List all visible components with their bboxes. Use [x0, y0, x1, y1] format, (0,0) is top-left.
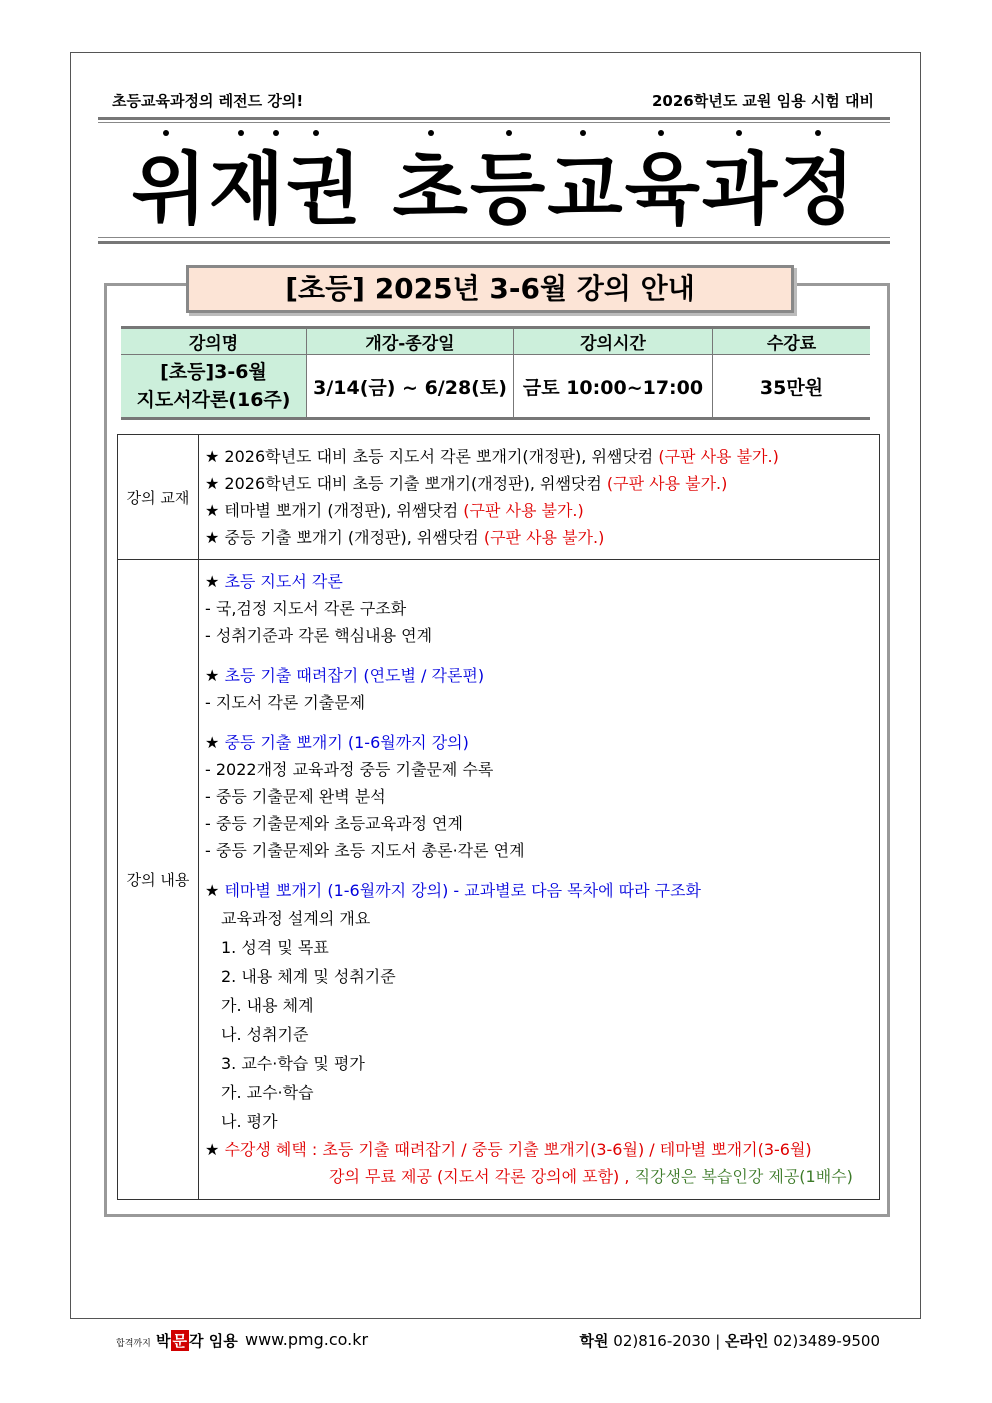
header-fee: 수강료 — [713, 328, 871, 355]
material-item: ★ 중등 기출 뽀개기 (개정판), 위쌤닷컴 (구판 사용 불가.) — [205, 528, 605, 547]
contact-info: 학원 02)816-2030 | 온라인 02)3489-9500 — [579, 1332, 880, 1350]
materials-label: 강의 교재 — [118, 435, 199, 560]
toc-item: 나. 평가 — [221, 1112, 278, 1131]
title-rule-thin — [98, 237, 890, 238]
course-name — [121, 355, 307, 419]
list-item: - 중등 기출문제 완벽 분석 — [205, 787, 386, 806]
detail-table — [117, 434, 880, 1200]
benefit-line: ★ 수강생 혜택 : 초등 기출 때려잡기 / 중등 기출 뽀개기(3-6월) / 테마별 뽀개기(3-6월) — [205, 1140, 812, 1159]
toc-item: 교육과정 설계의 개요 — [221, 909, 371, 928]
toc-item: 1. 성격 및 목표 — [221, 938, 329, 957]
top-rule-thin — [98, 122, 890, 123]
list-item: - 성취기준과 각론 핵심내용 연계 — [205, 626, 433, 645]
material-item: ★ 테마별 뽀개기 (개정판), 위쌤닷컴 (구판 사용 불가.) — [205, 501, 584, 520]
course-fee: 35만원 — [713, 355, 871, 419]
list-item: - 2022개정 교육과정 중등 기출문제 수록 — [205, 760, 494, 779]
section-title: ★ 초등 지도서 각론 — [205, 572, 343, 591]
benefit-line-2: 강의 무료 제공 (지도서 각론 강의에 포함) , 직강생은 복습인강 제공(1배수) — [329, 1167, 853, 1186]
main-title: 위재권 초등교육과정 — [131, 145, 857, 235]
content-label: 강의 내용 — [118, 560, 199, 1200]
materials-list — [199, 435, 880, 560]
toc-item: 가. 내용 체계 — [221, 996, 314, 1015]
top-rule — [98, 117, 890, 120]
section-title: ★ 초등 기출 때려잡기 (연도별 / 각론편) — [205, 666, 485, 685]
course-name-line1: [초등]3-6월 — [160, 361, 267, 383]
section-title: ★ 테마별 뽀개기 (1-6월까지 강의) - 교과별로 다음 목차에 따라 구조화 — [205, 881, 702, 900]
toc-item: 나. 성취기준 — [221, 1025, 309, 1044]
material-item: ★ 2026학년도 대비 초등 지도서 각론 뽀개기(개정판), 위쌤닷컴 (구판 사용 불가.) — [205, 447, 779, 466]
exam-label: 2026학년도 교원 임용 시험 대비 — [651, 92, 874, 110]
course-name-line2: 지도서각론(16주) — [136, 389, 291, 411]
toc-item: 가. 교수·학습 — [221, 1083, 314, 1102]
list-item: - 지도서 각론 기출문제 — [205, 693, 366, 712]
course-dates: 3/14(금) ~ 6/28(토) — [307, 355, 514, 419]
toc-item: 3. 교수·학습 및 평가 — [221, 1054, 365, 1073]
material-item: ★ 2026학년도 대비 초등 기출 뽀개기(개정판), 위쌤닷컴 (구판 사용 불가.) — [205, 474, 728, 493]
banner-title: [초등] 2025년 3-6월 강의 안내 — [186, 265, 794, 313]
list-item: - 국,검정 지도서 각론 구조화 — [205, 599, 407, 618]
content-list — [199, 560, 880, 1200]
website-url[interactable]: www.pmg.co.kr — [245, 1330, 369, 1349]
header-course: 강의명 — [121, 328, 307, 355]
list-item: - 중등 기출문제와 초등교육과정 연계 — [205, 814, 463, 833]
toc-item: 2. 내용 체계 및 성취기준 — [221, 967, 396, 986]
tagline: 초등교육과정의 레전드 강의! — [112, 92, 304, 110]
course-time: 금토 10:00~17:00 — [514, 355, 713, 419]
title-rule — [98, 241, 890, 244]
header-dates: 개강-종강일 — [307, 328, 514, 355]
publisher-logo: 합격까지 박 문 각 임용 — [116, 1332, 238, 1350]
course-info-table — [121, 326, 870, 420]
section-title: ★ 중등 기출 뽀개기 (1-6월까지 강의) — [205, 733, 469, 752]
list-item: - 중등 기출문제와 초등 지도서 총론·각론 연계 — [205, 841, 525, 860]
header-time: 강의시간 — [514, 328, 713, 355]
